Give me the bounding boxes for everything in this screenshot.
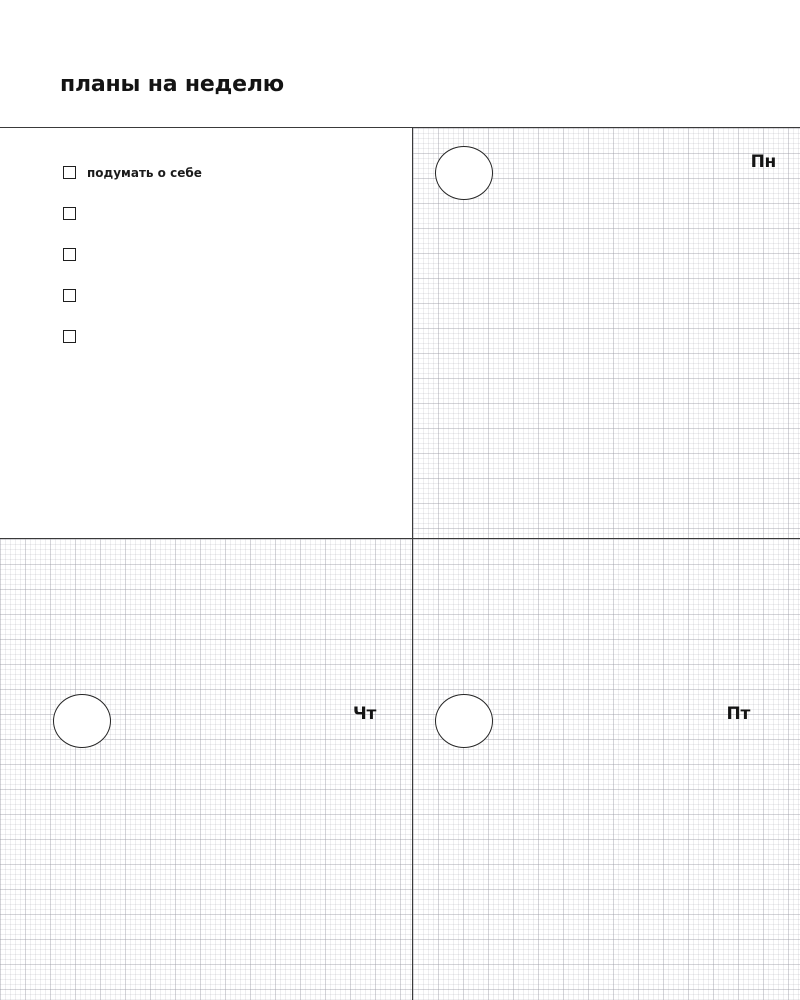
panel-day-thursday[interactable] (0, 539, 412, 1000)
day-label-monday: Пн (750, 152, 776, 172)
list-item[interactable] (63, 275, 363, 316)
panel-notes (0, 128, 412, 538)
checkbox[interactable] (63, 166, 76, 179)
checkbox[interactable] (63, 207, 76, 220)
divider-vertical-top (412, 127, 413, 539)
page-header (0, 72, 800, 124)
page-title: планы на неделю (60, 72, 284, 97)
list-item-label: подумать о себе (87, 165, 202, 180)
checkbox[interactable] (63, 248, 76, 261)
checklist (63, 152, 363, 357)
checkbox[interactable] (63, 289, 76, 302)
day-marker-circle[interactable] (53, 694, 111, 748)
day-label-thursday: Чт (353, 704, 376, 724)
list-item[interactable] (63, 152, 363, 193)
list-item[interactable] (63, 234, 363, 275)
panel-day-friday[interactable] (413, 539, 800, 1000)
checkbox[interactable] (63, 330, 76, 343)
day-label-friday: Пт (726, 704, 750, 724)
day-marker-circle[interactable] (435, 694, 493, 748)
planner-grid (0, 127, 800, 1000)
list-item[interactable] (63, 316, 363, 357)
divider-vertical-bottom (412, 539, 413, 1000)
day-marker-circle[interactable] (435, 146, 493, 200)
panel-day-monday[interactable] (413, 128, 800, 538)
list-item[interactable] (63, 193, 363, 234)
